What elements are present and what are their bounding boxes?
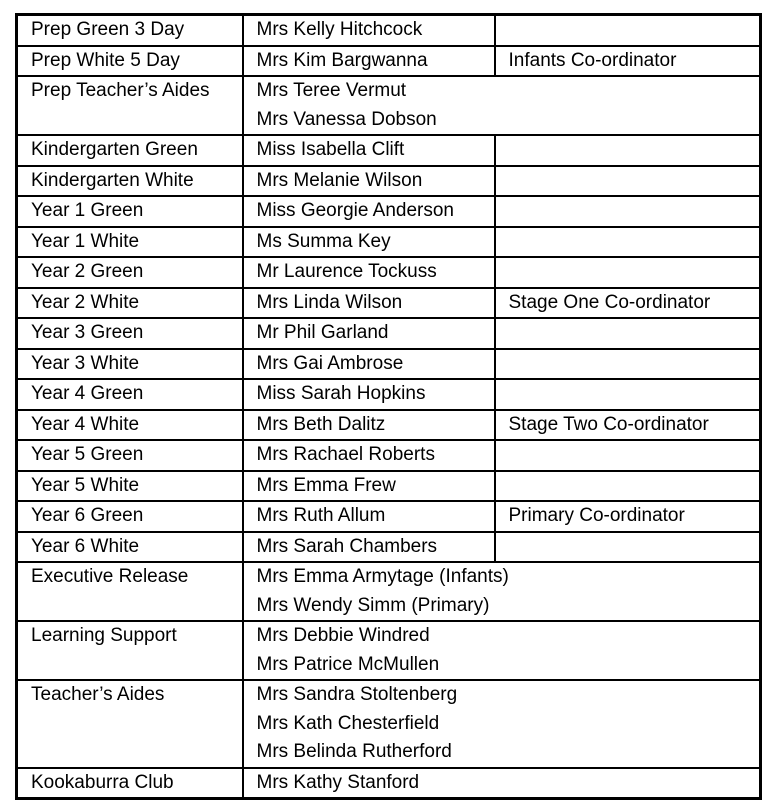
class-label-cell: Year 1 White [17,227,243,258]
teacher-names-cell [243,621,761,680]
class-label-cell: Year 2 White [17,288,243,319]
table-row [17,562,761,621]
teacher-name: Mrs Wendy Simm (Primary) [256,594,490,616]
teacher-names-cell [243,768,761,799]
table-row [17,349,761,380]
table-row [17,135,761,166]
teacher-name-cell: Miss Georgie Anderson [243,196,495,227]
teacher-name: Mrs Emma Armytage (Infants) [256,566,509,587]
teacher-name-cell: Mrs Beth Dalitz [243,410,495,441]
table-row [17,76,761,135]
role-cell [495,257,761,288]
table-row [17,621,761,680]
table-row [17,471,761,502]
role-cell [495,379,761,410]
role-cell [495,227,761,258]
teacher-name: Mrs Vanessa Dobson [256,108,437,130]
class-label-cell: Learning Support [17,621,243,680]
class-label-cell: Year 6 White [17,532,243,563]
teacher-names-cell [243,76,761,135]
teacher-names-cell [243,562,761,621]
teacher-name-cell: Mrs Kelly Hitchcock [243,15,495,46]
role-cell [495,440,761,471]
teacher-name-cell: Mrs Ruth Allum [243,501,495,532]
table-row [17,410,761,441]
role-cell [495,166,761,197]
table-row [17,227,761,258]
teacher-name-cell: Mrs Linda Wilson [243,288,495,319]
teacher-name: Mrs Kathy Stanford [256,771,420,793]
class-label-cell: Year 5 White [17,471,243,502]
class-label-cell: Year 5 Green [17,440,243,471]
table-row [17,257,761,288]
teacher-name: Mrs Teree Vermut [256,80,407,101]
table-row [17,196,761,227]
role-cell [495,532,761,563]
teacher-name-cell: Mrs Kim Bargwanna [243,46,495,77]
role-cell [495,318,761,349]
class-label-cell: Year 1 Green [17,196,243,227]
class-label-cell: Year 4 Green [17,379,243,410]
role-cell [495,196,761,227]
table-row [17,532,761,563]
role-cell: Infants Co-ordinator [495,46,761,77]
teacher-name-cell: Mr Phil Garland [243,318,495,349]
class-label-cell: Prep Teacher’s Aides [17,76,243,135]
role-cell [495,471,761,502]
teacher-name-cell: Mrs Sarah Chambers [243,532,495,563]
teacher-name-cell: Mrs Rachael Roberts [243,440,495,471]
table-row [17,288,761,319]
teacher-name-cell: Mrs Emma Frew [243,471,495,502]
teacher-name: Mrs Patrice McMullen [256,653,440,675]
table-row [17,379,761,410]
teacher-name-cell: Ms Summa Key [243,227,495,258]
table-row [17,768,761,799]
class-label-cell: Kindergarten Green [17,135,243,166]
class-label-cell: Year 4 White [17,410,243,441]
teacher-name-cell: Miss Isabella Clift [243,135,495,166]
class-label-cell: Executive Release [17,562,243,621]
role-cell [495,15,761,46]
role-cell [495,349,761,380]
teacher-name: Mrs Belinda Rutherford [256,741,452,762]
teacher-name-cell: Mrs Gai Ambrose [243,349,495,380]
teacher-name: Mrs Kath Chesterfield [256,712,440,734]
class-label-cell: Prep Green 3 Day [17,15,243,46]
staff-allocation-table [15,13,762,800]
table-row [17,440,761,471]
table-row [17,15,761,46]
teacher-names-cell [243,680,761,768]
teacher-name: Mrs Debbie Windred [256,625,430,646]
class-label-cell: Kookaburra Club [17,768,243,799]
class-label-cell: Year 3 Green [17,318,243,349]
class-label-cell: Prep White 5 Day [17,46,243,77]
teacher-name-cell: Mr Laurence Tockuss [243,257,495,288]
next-table-top-border-rule [15,797,760,800]
role-cell [495,135,761,166]
class-label-cell: Year 3 White [17,349,243,380]
class-label-cell: Year 6 Green [17,501,243,532]
table-row [17,680,761,768]
teacher-name: Mrs Sandra Stoltenberg [256,684,458,705]
role-cell: Stage One Co-ordinator [495,288,761,319]
class-label-cell: Year 2 Green [17,257,243,288]
teacher-name-cell: Miss Sarah Hopkins [243,379,495,410]
class-label-cell: Teacher’s Aides [17,680,243,768]
table-row [17,166,761,197]
table-row [17,318,761,349]
teacher-name-cell: Mrs Melanie Wilson [243,166,495,197]
table-row [17,501,761,532]
class-label-cell: Kindergarten White [17,166,243,197]
table-row [17,46,761,77]
role-cell: Stage Two Co-ordinator [495,410,761,441]
role-cell: Primary Co-ordinator [495,501,761,532]
